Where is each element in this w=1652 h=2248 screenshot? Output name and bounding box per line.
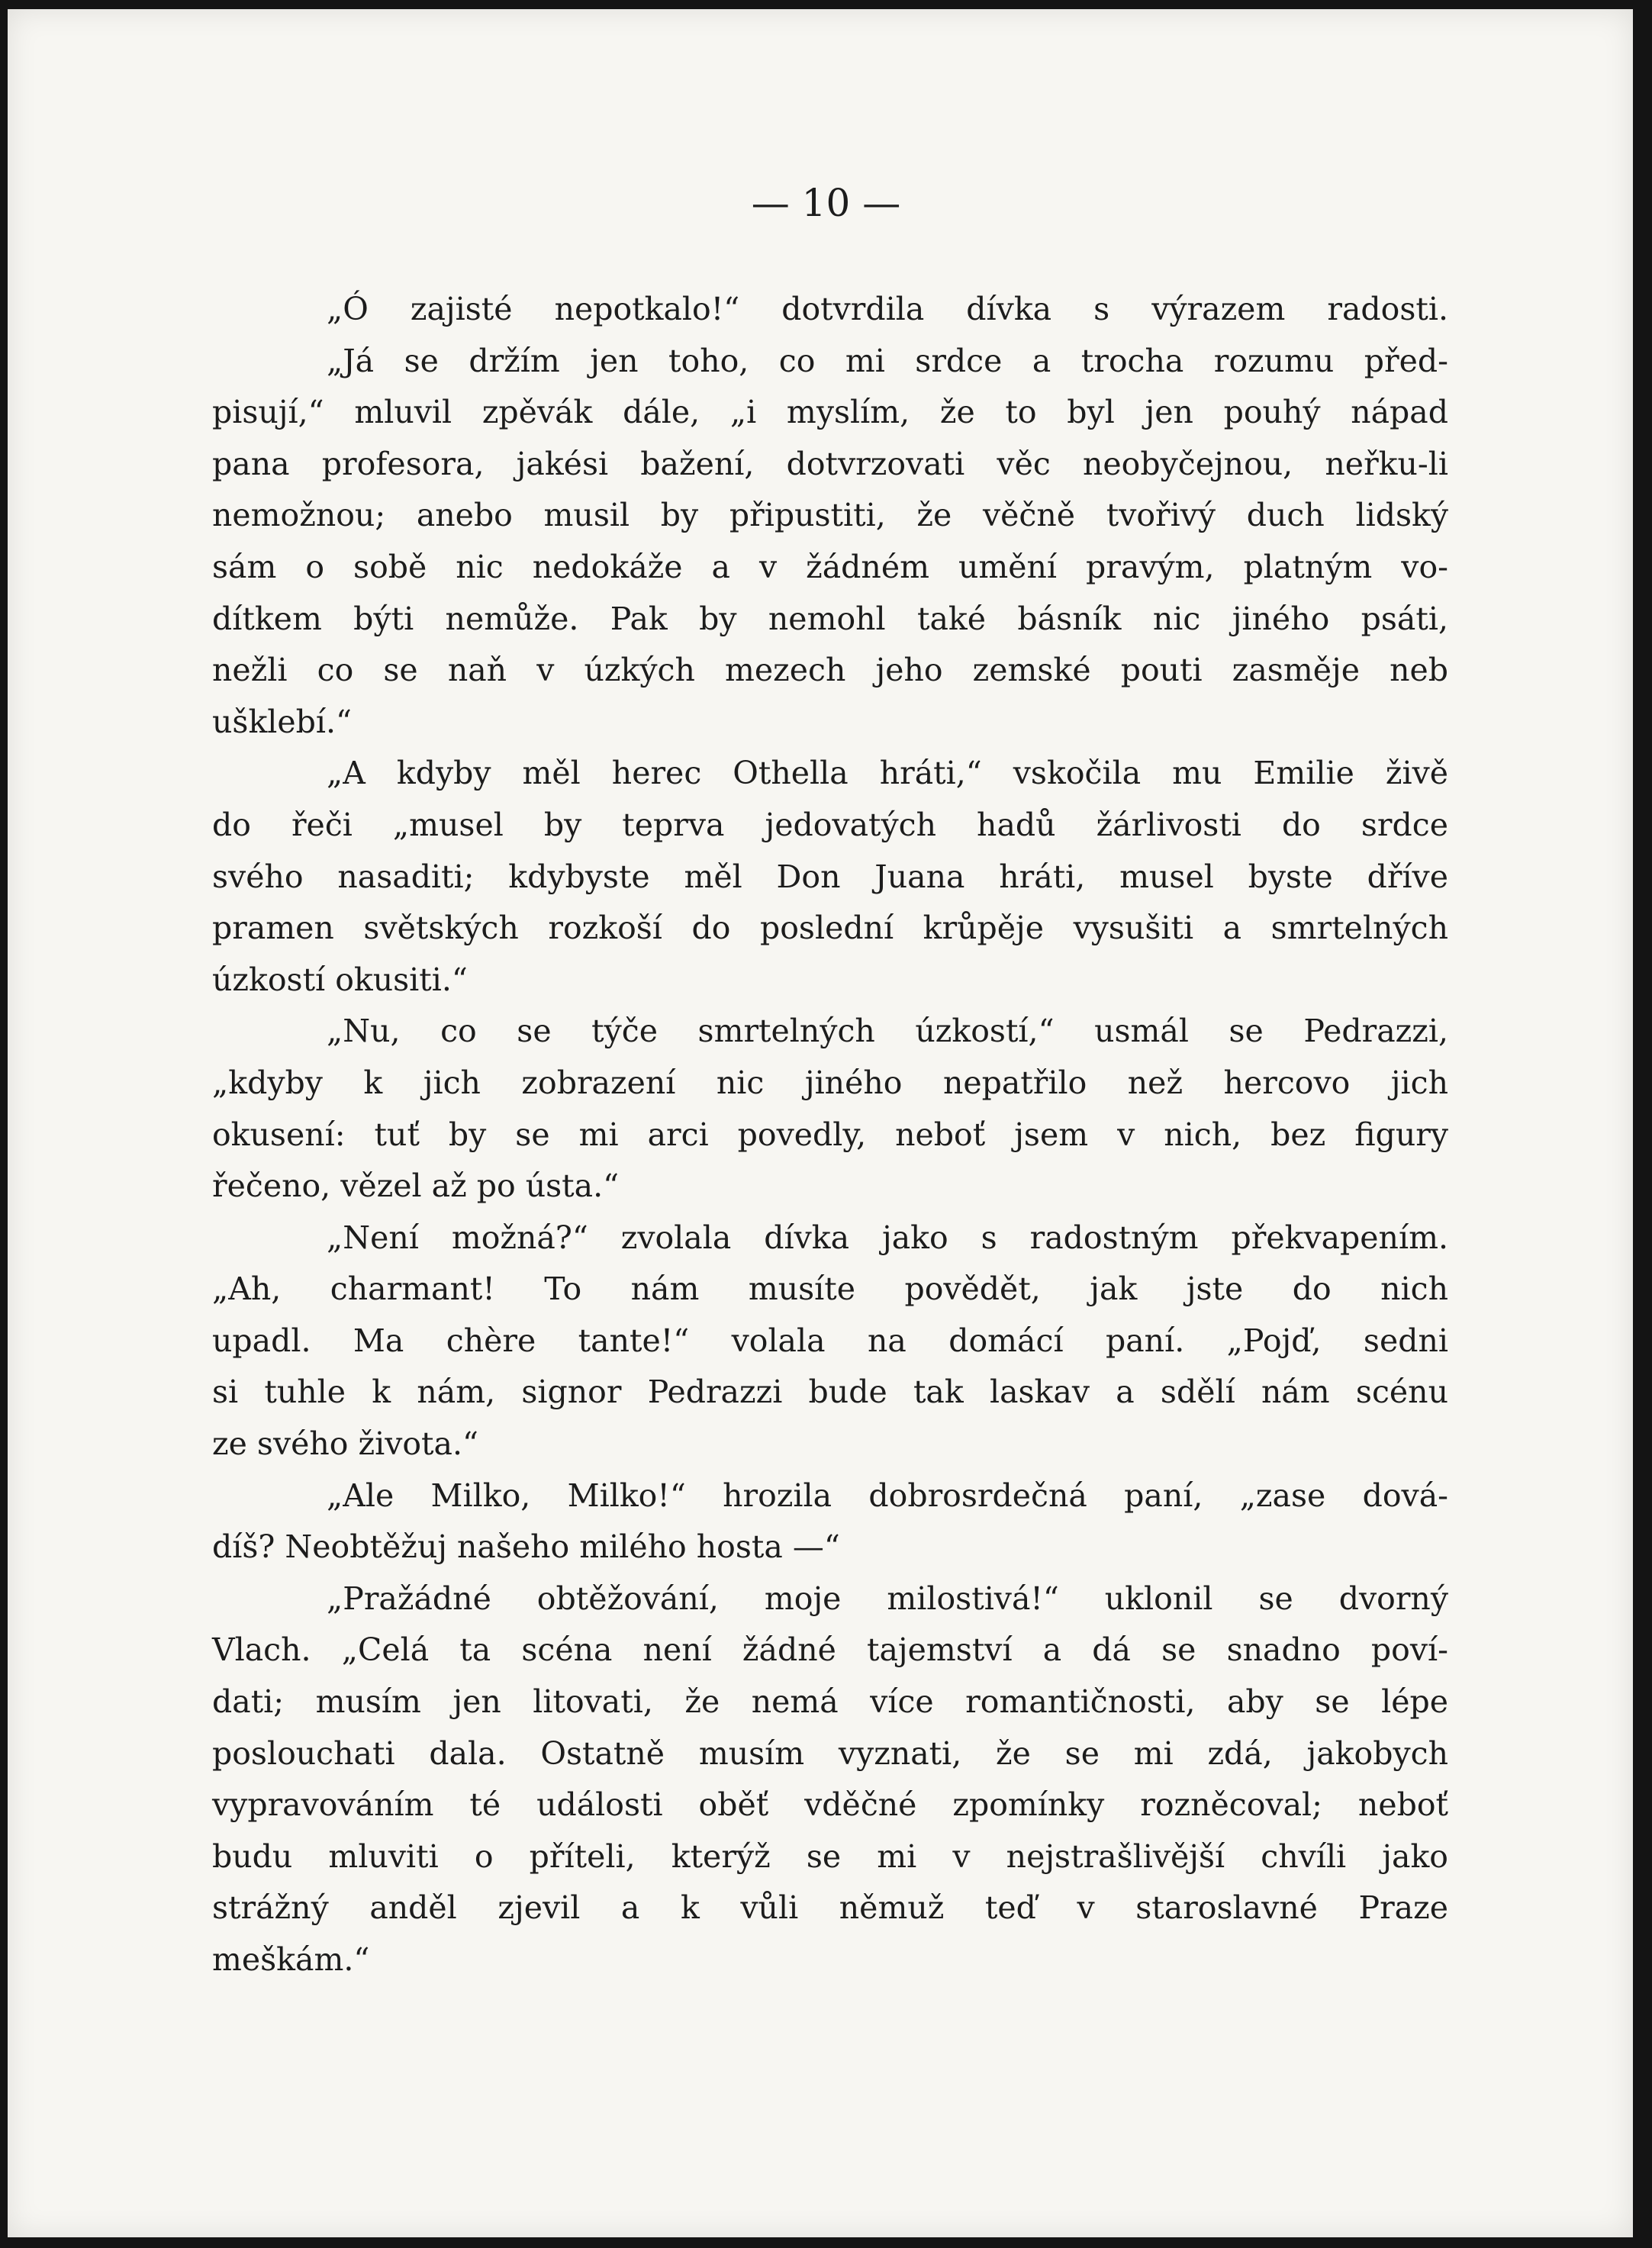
text-line: dítkem býti nemůže. Pak by nemohl také básník nic jiného psáti,: [212, 600, 1448, 637]
text-line: „Není možná?“ zvolala dívka jako s radostným překvapením.: [327, 1219, 1448, 1256]
text-line: nemožnou; anebo musil by připustiti, že věčně tvořivý duch lidský: [212, 497, 1448, 534]
page-number: — 10 —: [751, 181, 901, 225]
text-line: strážný anděl zjevil a k vůli němuž teď v staroslavné Praze: [212, 1889, 1448, 1927]
text-line: ušklebí.“: [212, 703, 353, 740]
text-line: „kdyby k jich zobrazení nic jiného nepatřilo než hercovo jich: [212, 1064, 1448, 1101]
body-text: [212, 284, 1448, 1986]
text-line: „Ó zajisté nepotkalo!“ dotvrdila dívka s výrazem radosti.: [327, 291, 1448, 327]
text-line: nežli co se naň v úzkých mezech jeho zemské pouti zasměje neb: [212, 652, 1448, 689]
text-line: „Ale Milko, Milko!“ hrozila dobrosrdečná paní, „zase dová-: [327, 1477, 1448, 1514]
text-line: vypravováním té události oběť vděčné zpomínky rozněcoval; neboť: [212, 1786, 1448, 1824]
text-line: „Já se držím jen toho, co mi srdce a trocha rozumu před-: [327, 342, 1448, 379]
text-line: Vlach. „Celá ta scéna není žádné tajemství a dá se snadno poví-: [212, 1631, 1448, 1669]
text-line: si tuhle k nám, signor Pedrazzi bude tak laskav a sdělí nám scénu: [212, 1374, 1448, 1411]
text-line: pisují,“ mluvil zpěvák dále, „i myslím, že to byl jen pouhý nápad: [212, 394, 1448, 431]
text-line: díš? Neobtěžuj našeho milého hosta —“: [212, 1528, 840, 1566]
text-line: do řeči „musel by teprva jedovatých hadů žárlivosti do srdce: [212, 806, 1448, 843]
text-line: „Nu, co se týče smrtelných úzkostí,“ usmál se Pedrazzi,: [327, 1013, 1448, 1050]
text-line: dati; musím jen litovati, že nemá více romantičnosti, aby se lépe: [212, 1683, 1448, 1721]
text-line: pana profesora, jakési bažení, dotvrzovati věc neobyčejnou, neřku-li: [212, 445, 1448, 482]
text-line: meškám.“: [212, 1941, 370, 1978]
text-line: okusení: tuť by se mi arci povedly, neboť jsem v nich, bez figury: [212, 1116, 1448, 1153]
text-line: ze svého života.“: [212, 1425, 478, 1463]
text-line: „Ah, charmant! To nám musíte povědět, jak jste do nich: [212, 1271, 1448, 1308]
text-line: poslouchati dala. Ostatně musím vyznati, že se mi zdá, jakobych: [212, 1734, 1448, 1772]
text-line: svého nasaditi; kdybyste měl Don Juana hráti, musel byste dříve: [212, 858, 1448, 895]
text-line: „A kdyby měl herec Othella hráti,“ vskočila mu Emilie živě: [327, 755, 1448, 792]
text-line: budu mluviti o příteli, kterýž se mi v nejstrašlivější chvíli jako: [212, 1837, 1448, 1875]
text-line: řečeno, vězel až po ústa.“: [212, 1167, 620, 1205]
text-line: upadl. Ma chère tante!“ volala na domácí paní. „Pojď, sedni: [212, 1322, 1448, 1359]
text-line: sám o sobě nic nedokáže a v žádném umění pravým, platným vo-: [212, 548, 1448, 585]
text-line: „Pražádné obtěžování, moje milostivá!“ uklonil se dvorný: [327, 1580, 1448, 1617]
text-line: pramen světských rozkoší do poslední krůpěje vysušiti a smrtelných: [212, 910, 1448, 947]
text-line: úzkostí okusiti.“: [212, 961, 468, 998]
